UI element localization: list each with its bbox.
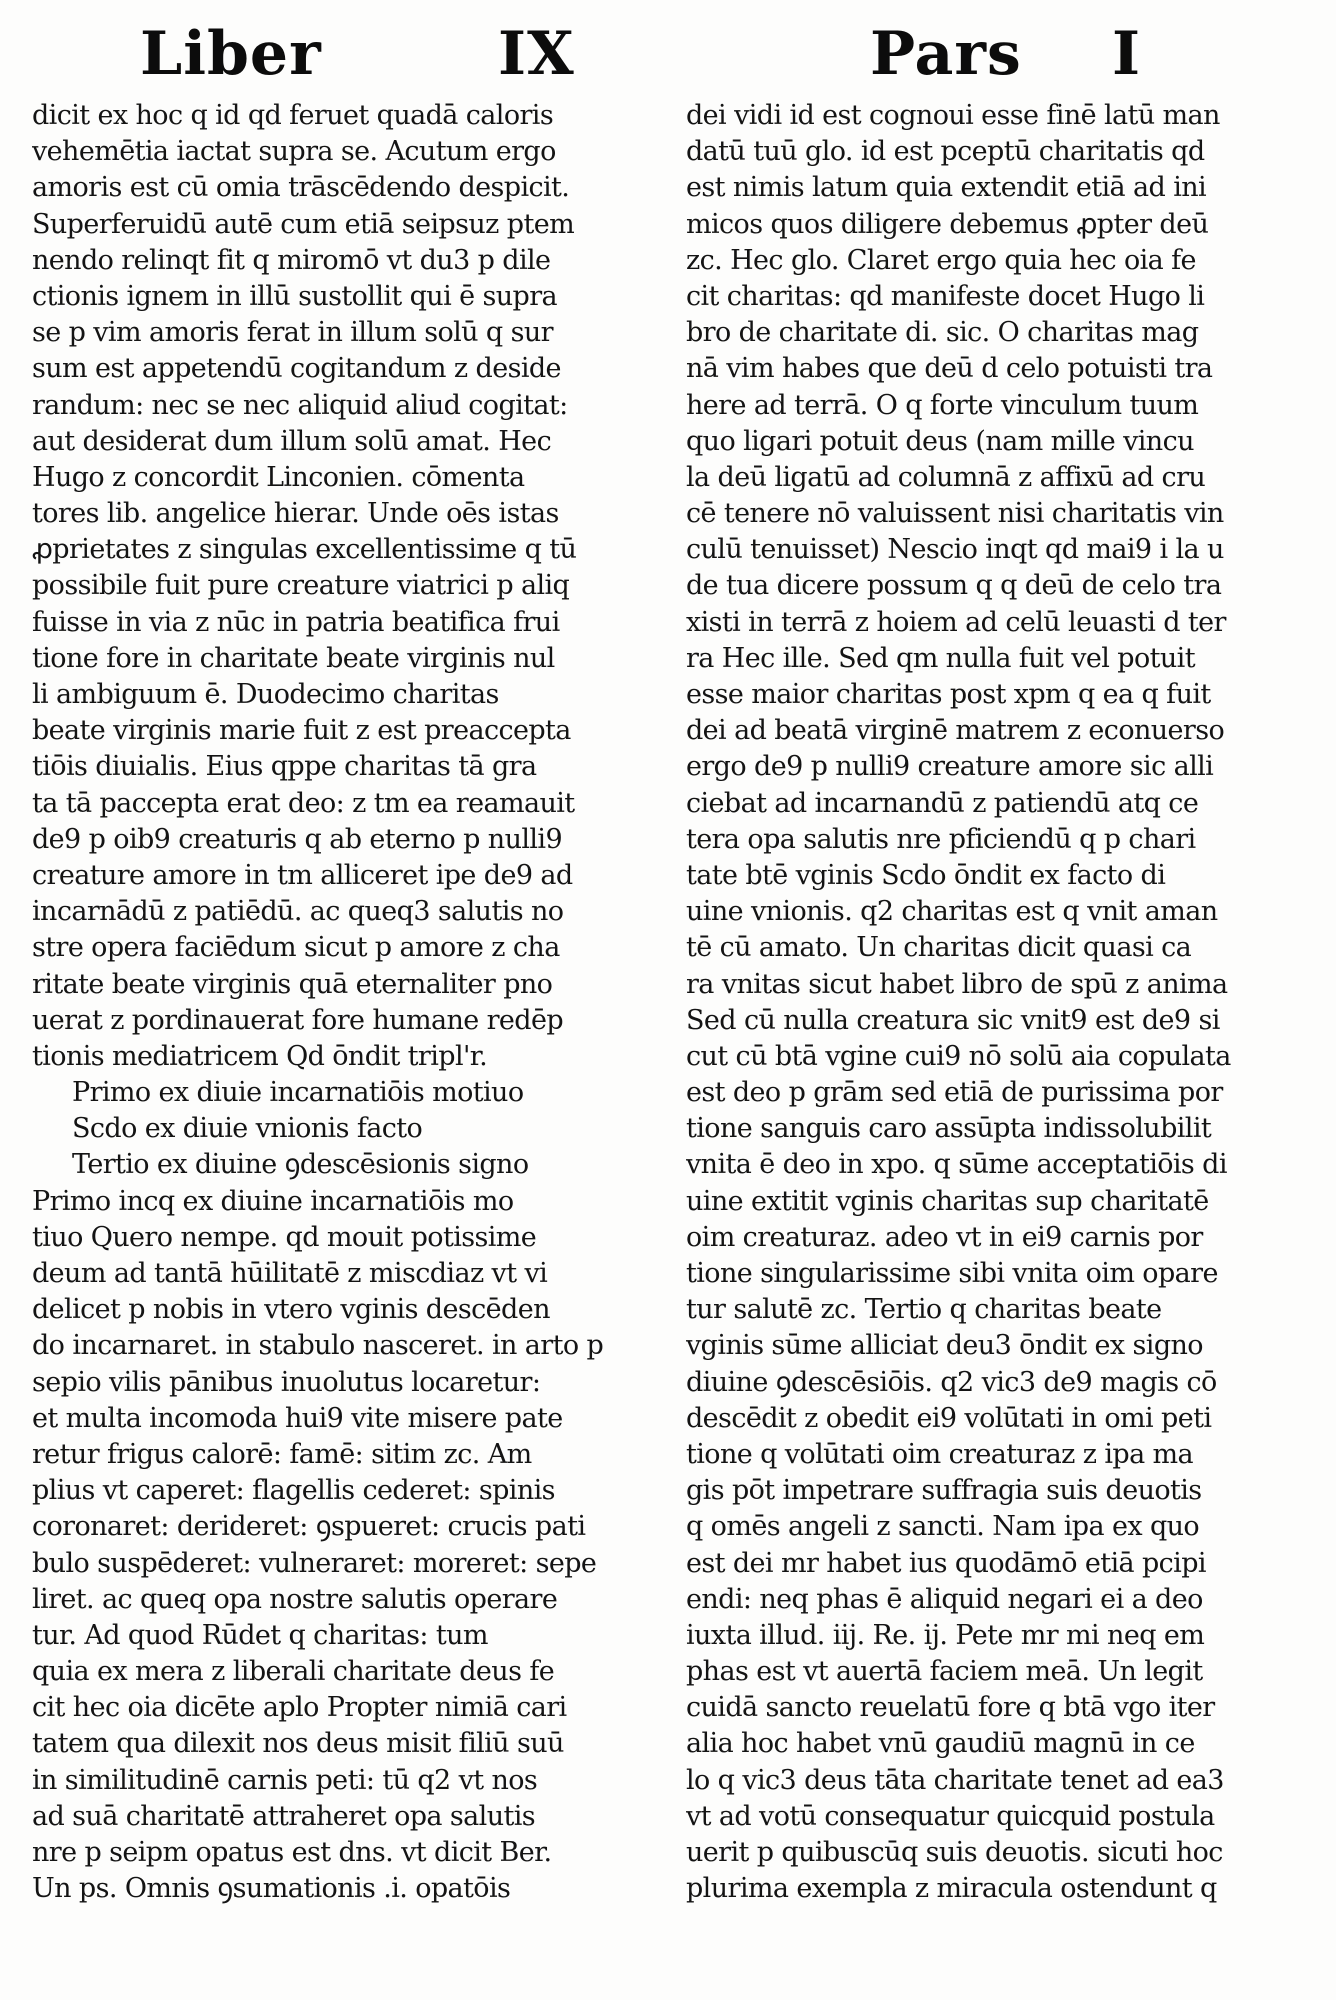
text-line: liret. ac queq opa nostre salutis operare — [32, 1583, 558, 1615]
text-line: cē tenere nō valuissent nisi charitatis vin — [686, 498, 1224, 530]
text-line: stre opera faciēdum sicut p amore z cha — [32, 932, 560, 964]
text-line: nendo relinqt fit q miromō vt du3 p dile — [32, 244, 551, 276]
header-pars: Pars — [870, 19, 1022, 89]
text-line: Scdo ex diuie vnionis facto — [72, 1113, 423, 1145]
text-line: tione sanguis caro assūpta indissolubilit — [686, 1113, 1212, 1145]
header-liber: Liber — [140, 19, 322, 89]
text-line: et multa incomoda hui9 vite misere pate — [32, 1402, 563, 1434]
text-line: de tua dicere possum q q deū de celo tra — [686, 570, 1222, 602]
running-header — [0, 14, 1336, 94]
text-line: cuidā sancto reuelatū fore q btā vgo iter — [686, 1692, 1215, 1724]
text-line: ergo de9 p nulli9 creature amore sic alli — [686, 751, 1214, 783]
text-line: vehemētia iactat supra se. Acutum ergo — [32, 136, 556, 168]
text-line: datū tuū glo. id est pceptū charitatis qd — [686, 136, 1205, 168]
text-line: ciebat ad incarnandū z patiendū atq ce — [686, 787, 1199, 819]
text-line: amoris est cū omia trāscēdendo despicit. — [32, 172, 570, 204]
text-line: vginis sūme alliciat deu3 ōndit ex signo — [686, 1330, 1203, 1362]
text-line: cit charitas: qd manifeste docet Hugo li — [686, 280, 1205, 312]
text-line: tur. Ad quod Rūdet q charitas: tum — [32, 1619, 488, 1651]
text-line: Sed cū nulla creatura sic vnit9 est de9 si — [686, 1004, 1220, 1036]
text-line: tores lib. angelice hierar. Unde oēs istas — [32, 498, 559, 530]
text-line: zc. Hec glo. Claret ergo quia hec oia fe — [686, 244, 1196, 276]
text-line: beate virginis marie fuit z est preaccepta — [32, 715, 571, 747]
text-line: esse maior charitas post xpm q ea q fuit — [686, 679, 1211, 710]
text-line: delicet p nobis in vtero vginis descēden — [32, 1294, 550, 1326]
text-line: alia hoc habet vnū gaudiū magnū in ce — [686, 1728, 1195, 1760]
text-line: do incarnaret. in stabulo nasceret. in arto p — [32, 1330, 604, 1362]
text-line: oim creaturaz. adeo vt in ei9 carnis por — [686, 1221, 1203, 1253]
text-line: Un ps. Omnis ꝯsumationis .i. opatōis — [32, 1873, 511, 1905]
text-line: tē cū amato. Un charitas dicit quasi ca — [686, 932, 1192, 964]
text-line: tera opa salutis nre pficiendū q p chari — [686, 823, 1196, 855]
text-line: Hugo z concordit Linconien. cōmenta — [32, 461, 525, 493]
text-line: uerit p quibuscūq suis deuotis. sicuti hoc — [686, 1837, 1223, 1868]
text-line: tione singularissime sibi vnita oim opare — [686, 1258, 1218, 1289]
text-line: tione fore in charitate beate virginis nul — [32, 642, 555, 674]
text-line: endi: neq phas ē aliquid negari ei a deo — [686, 1583, 1203, 1615]
text-line: uine extitit vginis charitas sup charitatē — [686, 1185, 1209, 1217]
text-line: deum ad tantā hūilitatē z miscdiaz vt vi — [32, 1258, 548, 1289]
text-line: cit hec oia dicēte aplo Propter nimiā cari — [32, 1692, 567, 1724]
text-line: Primo incq ex diuine incarnatiōis mo — [32, 1185, 514, 1217]
text-line: uine vnionis. q2 charitas est q vnit aman — [686, 896, 1218, 928]
text-line: dicit ex hoc q id qd feruet quadā caloris — [32, 100, 554, 131]
text-line: tatem qua dilexit nos deus misit filiū suū — [32, 1728, 564, 1760]
text-line: li ambiguum ē. Duodecimo charitas — [32, 679, 499, 710]
text-line: vt ad votū consequatur quicquid postula — [686, 1800, 1215, 1832]
text-line: micos quos diligere debemus ꝓpter deū — [686, 208, 1209, 240]
header-pars-number: I — [1112, 19, 1142, 89]
text-line: in similitudinē carnis peti: tū q2 vt nos — [32, 1764, 538, 1796]
text-line: tur salutē zc. Tertio q charitas beate — [686, 1294, 1162, 1326]
text-line: tione q volūtati oim creaturaz z ipa ma — [686, 1438, 1194, 1470]
text-line: de9 p oib9 creaturis q ab eterno p nulli9 — [32, 823, 563, 855]
text-line: nā vim habes que deū d celo potuisti tra — [686, 353, 1213, 385]
text-line: aut desiderat dum illum solū amat. Hec — [32, 425, 552, 457]
text-line: tiuo Quero nempe. qd mouit potissime — [32, 1221, 537, 1253]
right-text-column — [686, 98, 1306, 1907]
text-line: here ad terrā. O q forte vinculum tuum — [686, 389, 1199, 421]
text-line: Superferuidū autē cum etiā seipsuz ptem — [32, 208, 575, 240]
text-line: ra vnitas sicut habet libro de spū z anima — [686, 968, 1228, 1000]
text-line: culū tenuisset) Nescio inqt qd mai9 i la u — [686, 534, 1224, 566]
text-line: creature amore in tm alliceret ipe de9 ad — [32, 859, 573, 891]
text-line: dei vidi id est cognoui esse finē latū man — [686, 100, 1220, 131]
text-line: tiōis diuialis. Eius qppe charitas tā gra — [32, 751, 537, 783]
text-line: q omēs angeli z sancti. Nam ipa ex quo — [686, 1511, 1200, 1543]
text-line: retur frigus calorē: famē: sitim zc. Am — [32, 1438, 532, 1470]
text-line: plurima exempla z miracula ostendunt q — [686, 1873, 1217, 1905]
text-line: descēdit z obedit ei9 volūtati in omi peti — [686, 1402, 1212, 1434]
text-line: tionis mediatricem Qd ōndit tripl'r. — [32, 1040, 488, 1072]
left-text-column — [32, 98, 650, 1907]
text-line: gis pōt impetrare suffragia suis deuotis — [686, 1475, 1202, 1507]
text-line: phas est vt auertā faciem meā. Un legit — [686, 1656, 1203, 1688]
text-line: ritate beate virginis quā eternaliter pno — [32, 968, 553, 1000]
text-line: quia ex mera z liberali charitate deus fe — [32, 1656, 555, 1688]
text-line: diuine ꝯdescēsiōis. q2 vic3 de9 magis cō — [686, 1366, 1217, 1398]
text-line: possibile fuit pure creature viatrici p aliq — [32, 570, 570, 602]
text-line: bulo suspēderet: vulneraret: moreret: sepe — [32, 1547, 597, 1579]
text-line: la deū ligatū ad columnā z affixū ad cru — [686, 461, 1206, 493]
text-line: xisti in terrā z hoiem ad celū leuasti d ter — [686, 606, 1226, 638]
text-line: ctionis ignem in illū sustollit qui ē supra — [32, 280, 558, 312]
text-line: coronaret: derideret: ꝯspueret: crucis pati — [32, 1511, 586, 1543]
text-line: bro de charitate di. sic. O charitas mag — [686, 317, 1199, 349]
text-line: ta tā paccepta erat deo: z tm ea reamauit — [32, 787, 575, 819]
text-line: est deo p grām sed etiā de purissima por — [686, 1077, 1223, 1109]
text-line: incarnādū z patiēdū. ac queq3 salutis no — [32, 896, 564, 928]
text-line: cut cū btā vgine cui9 nō solū aia copulata — [686, 1040, 1231, 1072]
text-line: ra Hec ille. Sed qm nulla fuit vel potuit — [686, 642, 1195, 674]
text-line: iuxta illud. iij. Re. ij. Pete mr mi neq em — [686, 1619, 1205, 1651]
text-line: lo q vic3 deus tāta charitate tenet ad ea3 — [686, 1764, 1224, 1796]
text-line: plius vt caperet: flagellis cederet: spinis — [32, 1475, 555, 1507]
text-line: nre p seipm opatus est dns. vt dicit Ber. — [32, 1837, 552, 1868]
text-line: randum: nec se nec aliquid aliud cogitat: — [32, 389, 568, 421]
text-line: Tertio ex diuine ꝯdescēsionis signo — [72, 1149, 529, 1181]
text-line: ꝓprietates z singulas excellentissime q tū — [32, 534, 577, 566]
text-line: se p vim amoris ferat in illum solū q sur — [32, 317, 553, 349]
text-line: uerat z pordinauerat fore humane redēp — [32, 1004, 564, 1036]
text-line: ad suā charitatē attraheret opa salutis — [32, 1800, 536, 1832]
text-line: vnita ē deo in xpo. q sūme acceptatiōis di — [686, 1149, 1227, 1181]
text-line: sum est appetendū cogitandum z deside — [32, 353, 561, 385]
text-line: sepio vilis pānibus inuolutus locaretur: — [32, 1366, 541, 1398]
text-line: tate btē vginis Scdo ōndit ex facto di — [686, 859, 1166, 891]
text-line: dei ad beatā virginē matrem z econuerso — [686, 715, 1225, 747]
text-line: est nimis latum quia extendit etiā ad ini — [686, 172, 1207, 204]
text-line: Primo ex diuie incarnatiōis motiuo — [72, 1077, 524, 1109]
text-line: quo ligari potuit deus (nam mille vincu — [686, 425, 1194, 457]
header-liber-number: IX — [498, 19, 575, 89]
text-line: fuisse in via z nūc in patria beatifica frui — [32, 606, 560, 638]
text-line: est dei mr habet ius quodāmō etiā pcipi — [686, 1547, 1206, 1579]
